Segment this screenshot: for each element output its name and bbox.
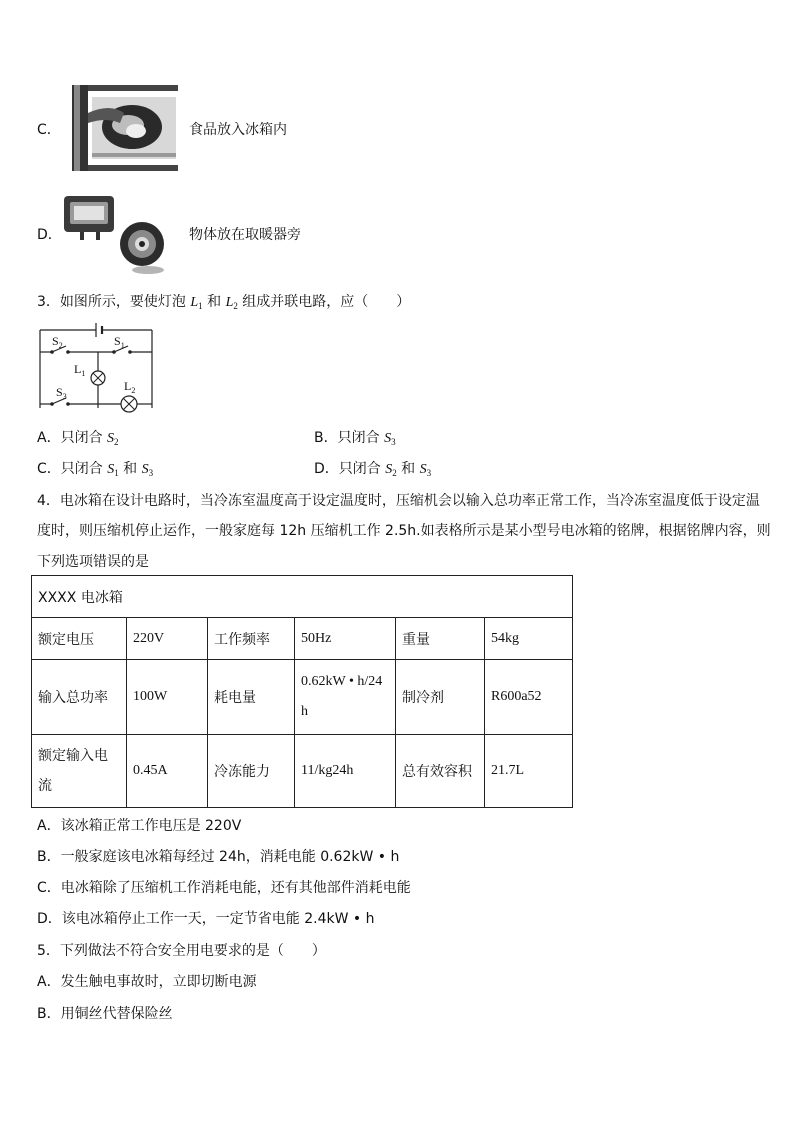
q3-option-a: A．只闭合 $S_2$ <box>37 430 119 447</box>
option-c-letter: C． <box>37 122 61 138</box>
label-s1: $S_1$ <box>114 334 125 350</box>
table-row <box>32 660 573 735</box>
circuit-diagram <box>36 320 162 414</box>
q3-option-b: B．只闭合 $S_3$ <box>314 430 396 447</box>
table-cell: 工作频率 <box>208 618 295 660</box>
option-d-text: 物体放在取暖器旁 <box>189 227 301 243</box>
table-cell: 额定电压 <box>32 618 127 660</box>
q4-option-b: B．一般家庭该电冰箱每经过 24h，消耗电能 0.62kW • h <box>37 849 400 865</box>
table-cell: 额定输入电 流 <box>32 735 127 808</box>
q4-stem-line2: 度时，则压缩机停止运作，一般家庭每 12h 压缩机工作 2.5h.如表格所示是某小型号电冰箱的铭牌，根据铭牌内容，则 <box>37 523 771 539</box>
lamp-l1-icon <box>91 371 105 385</box>
option-d-letter: D． <box>37 227 62 243</box>
q3-stem: 3．如图所示，要使灯泡 $L_1$ 和 $L_2$ 组成并联电路，应（ ） <box>37 294 411 311</box>
table-cell: 54kg <box>485 618 573 660</box>
q3-option-c: C．只闭合 $S_1$ 和 $S_3$ <box>37 461 154 478</box>
table-cell: 0.62kW • h/24 h <box>295 660 396 735</box>
table-row <box>32 576 573 618</box>
table-row <box>32 735 573 808</box>
q4-stem-line3: 下列选项错误的是 <box>37 554 149 570</box>
q5-stem: 5．下列做法不符合安全用电要求的是（ ） <box>37 943 326 959</box>
nameplate-table <box>31 575 573 808</box>
table-cell: 输入总功率 <box>32 660 127 735</box>
table-row <box>32 618 573 660</box>
q3-option-d: D．只闭合 $S_2$ 和 $S_3$ <box>314 461 432 478</box>
table-cell: 冷冻能力 <box>208 735 295 808</box>
table-cell: R600a52 <box>485 660 573 735</box>
label-s2: $S_2$ <box>52 334 63 350</box>
table-cell: 21.7L <box>485 735 573 808</box>
q4-option-c: C．电冰箱除了压缩机工作消耗电能，还有其他部件消耗电能 <box>37 880 411 896</box>
table-cell: 重量 <box>396 618 485 660</box>
label-l1: $L_1$ <box>74 362 86 378</box>
q4-stem-line1: 4．电冰箱在设计电路时，当冷冻室温度高于设定温度时，压缩机会以输入总功率正常工作，当冷冻室温度低于设定温 <box>37 493 760 509</box>
label-s3: $S_3$ <box>56 385 67 401</box>
label-l2: $L_2$ <box>124 379 136 395</box>
table-cell: 50Hz <box>295 618 396 660</box>
table-cell: 制冷剂 <box>396 660 485 735</box>
option-c-text: 食品放入冰箱内 <box>189 122 287 138</box>
table-title: XXXX 电冰箱 <box>32 576 573 618</box>
heater-photo <box>58 190 178 276</box>
table-cell: 0.45A <box>127 735 208 808</box>
q5-option-b: B．用铜丝代替保险丝 <box>37 1006 173 1022</box>
table-cell: 耗电量 <box>208 660 295 735</box>
lamp-l2-icon <box>121 396 137 412</box>
food-in-fridge-photo <box>70 83 180 173</box>
q4-option-a: A．该冰箱正常工作电压是 220V <box>37 818 242 834</box>
table-cell: 100W <box>127 660 208 735</box>
q4-option-d: D．该电冰箱停止工作一天，一定节省电能 2.4kW • h <box>37 911 375 927</box>
q5-option-a: A．发生触电事故时，立即切断电源 <box>37 974 257 990</box>
table-cell: 220V <box>127 618 208 660</box>
table-cell: 11/kg24h <box>295 735 396 808</box>
table-cell: 总有效容积 <box>396 735 485 808</box>
